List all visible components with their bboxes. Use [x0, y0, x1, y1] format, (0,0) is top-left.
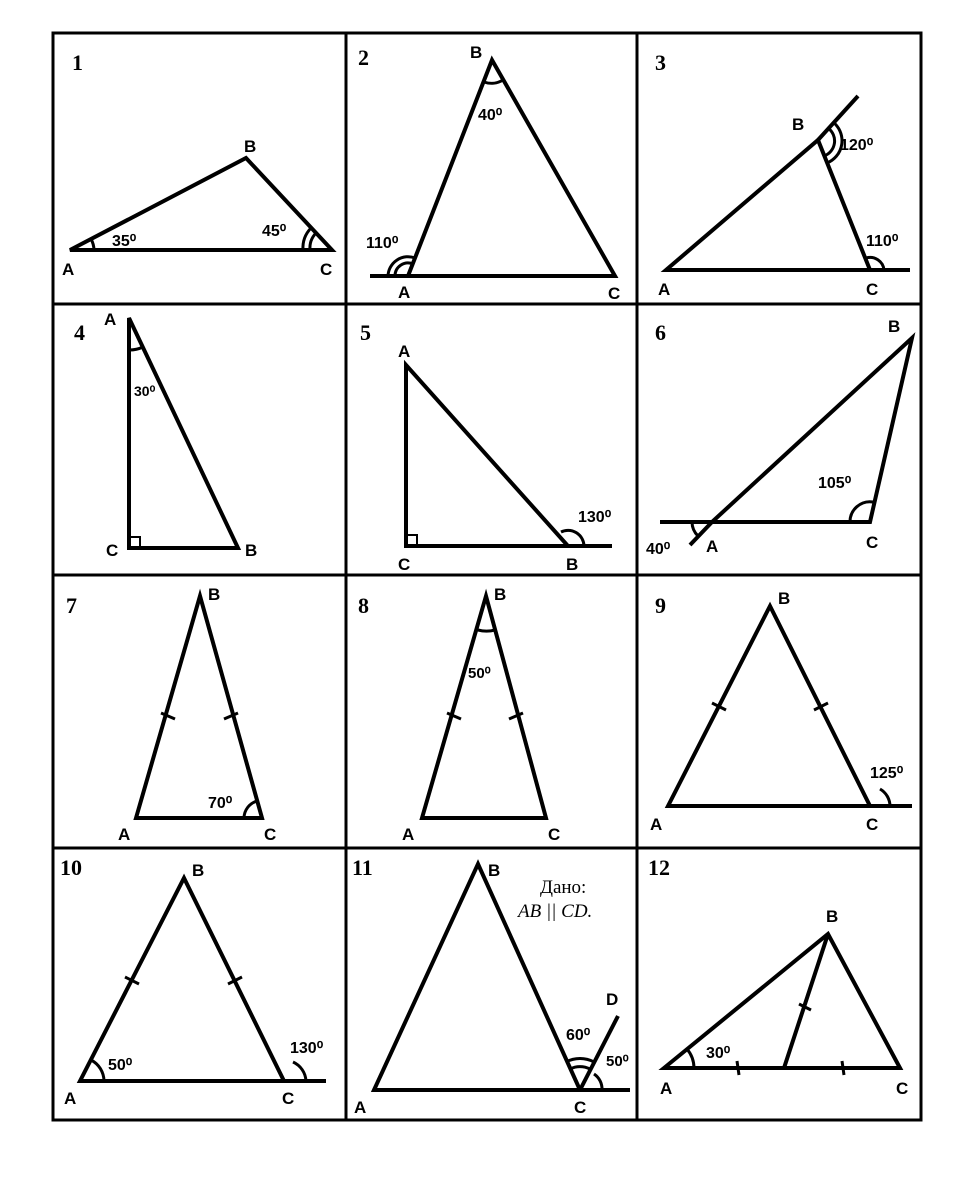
angle-arc-C-50 — [594, 1074, 602, 1090]
panel-6 — [646, 317, 912, 558]
vertex-label-B: B — [488, 861, 501, 880]
triangle — [408, 60, 615, 276]
vertex-label-B: B — [494, 585, 507, 604]
vertex-label-B: B — [888, 317, 901, 336]
exterior-angle-arc-C — [293, 1062, 306, 1081]
vertex-label-C: C — [106, 541, 119, 560]
vertex-label-A: A — [658, 280, 671, 299]
right-angle-mark — [407, 535, 417, 545]
vertex-label-A: A — [104, 310, 117, 329]
vertex-label-A: A — [64, 1089, 77, 1108]
panel-number: 9 — [655, 593, 666, 618]
equal-segment-tick — [842, 1061, 844, 1075]
panel-11 — [352, 855, 630, 1117]
angle-arc-C — [310, 233, 316, 250]
angle-label: 40⁰ — [478, 107, 503, 124]
vertex-label-A: A — [354, 1098, 367, 1117]
vertex-label-C: C — [866, 280, 879, 299]
vertex-label-C: C — [574, 1098, 587, 1117]
triangle — [129, 318, 238, 548]
panel-number: 8 — [358, 593, 369, 618]
panel-7 — [66, 585, 276, 844]
angle-label: 110⁰ — [366, 235, 399, 252]
vertex-label-C: C — [320, 260, 333, 279]
panel-number: 12 — [648, 855, 670, 880]
angle-label: 50⁰ — [468, 665, 491, 682]
vertex-label-A: A — [118, 825, 131, 844]
vertex-label-A: A — [706, 537, 719, 556]
panel-number: 4 — [74, 320, 85, 345]
angle-label: 30⁰ — [706, 1045, 731, 1062]
panel-number: 5 — [360, 320, 371, 345]
vertex-label-C: C — [264, 825, 277, 844]
vertex-label-A: A — [650, 815, 663, 834]
triangle — [422, 596, 546, 818]
given-title: Дано: — [540, 877, 587, 898]
vertex-label-C: C — [866, 533, 879, 552]
angle-arc-B — [478, 630, 495, 631]
vertical-angle-arc-A — [692, 522, 698, 536]
vertex-label-C: C — [866, 815, 879, 834]
panel-5 — [360, 320, 612, 574]
panel-4 — [74, 310, 257, 560]
panel-number: 6 — [655, 320, 666, 345]
vertex-label-C: C — [282, 1089, 295, 1108]
triangle — [406, 365, 568, 546]
vertex-label-D: D — [606, 990, 619, 1009]
vertex-label-C: C — [548, 825, 561, 844]
angle-label: 50⁰ — [606, 1053, 629, 1070]
angle-label: 50⁰ — [108, 1057, 133, 1074]
vertex-label-C: C — [896, 1079, 909, 1098]
vertex-label-B: B — [208, 585, 221, 604]
vertex-label-B: B — [470, 43, 483, 62]
vertex-label-A: A — [398, 342, 411, 361]
vertex-label-B: B — [245, 541, 258, 560]
triangle — [664, 934, 900, 1068]
panel-10 — [60, 855, 326, 1108]
panel-number: 2 — [358, 45, 369, 70]
angle-label: 30⁰ — [134, 383, 156, 399]
panel-12 — [648, 855, 908, 1098]
triangle — [80, 878, 284, 1081]
angle-label: 45⁰ — [262, 223, 287, 240]
right-angle-mark — [130, 537, 140, 547]
extended-side-line — [818, 96, 858, 140]
angle-label: 130⁰ — [290, 1040, 324, 1057]
vertex-label-B: B — [244, 137, 257, 156]
panel-2 — [358, 43, 620, 303]
angle-label: 35⁰ — [112, 233, 137, 250]
vertex-label-A: A — [398, 283, 411, 302]
vertex-label-B: B — [792, 115, 805, 134]
angle-arc-A — [687, 1049, 694, 1068]
triangle — [668, 606, 870, 806]
angle-label: 60⁰ — [566, 1027, 591, 1044]
panel-number: 3 — [655, 50, 666, 75]
angle-arc-A — [129, 347, 143, 350]
panel-1 — [62, 50, 332, 279]
vertex-label-B: B — [778, 589, 791, 608]
panel-9 — [650, 589, 912, 834]
panel-number: 11 — [352, 855, 373, 880]
triangle — [70, 158, 332, 250]
angle-label: 130⁰ — [578, 509, 612, 526]
vertex-label-C: C — [608, 284, 621, 303]
triangle — [136, 596, 262, 818]
vertex-label-B: B — [826, 907, 839, 926]
angle-arc-C-60 — [566, 1059, 594, 1062]
panel-8 — [358, 585, 560, 844]
given-statement: AB || CD. — [518, 901, 593, 922]
panel-number: 10 — [60, 855, 82, 880]
panel-number: 1 — [72, 50, 83, 75]
angle-arc-B — [484, 80, 503, 83]
grid-frame — [53, 33, 921, 1120]
exterior-angle-arc-C — [880, 789, 890, 806]
vertex-label-A: A — [62, 260, 75, 279]
vertex-label-A: A — [660, 1079, 673, 1098]
angle-label: 125⁰ — [870, 765, 904, 782]
angle-label: 40⁰ — [646, 541, 671, 558]
angle-arc-A — [91, 1060, 104, 1081]
triangle — [666, 140, 870, 270]
angle-arc-C-60-inner — [570, 1067, 590, 1069]
vertex-label-C: C — [398, 555, 411, 574]
panel-3 — [655, 50, 910, 299]
angle-label: 110⁰ — [866, 233, 899, 250]
equal-segment-tick — [737, 1061, 739, 1075]
vertex-label-B: B — [192, 861, 205, 880]
vertex-label-B: B — [566, 555, 579, 574]
angle-label: 70⁰ — [208, 795, 233, 812]
angle-label: 120⁰ — [840, 137, 874, 154]
vertex-label-A: A — [402, 825, 415, 844]
angle-label: 105⁰ — [818, 475, 852, 492]
angle-arc-C — [244, 801, 257, 818]
panel-number: 7 — [66, 593, 77, 618]
triangle — [712, 338, 912, 522]
